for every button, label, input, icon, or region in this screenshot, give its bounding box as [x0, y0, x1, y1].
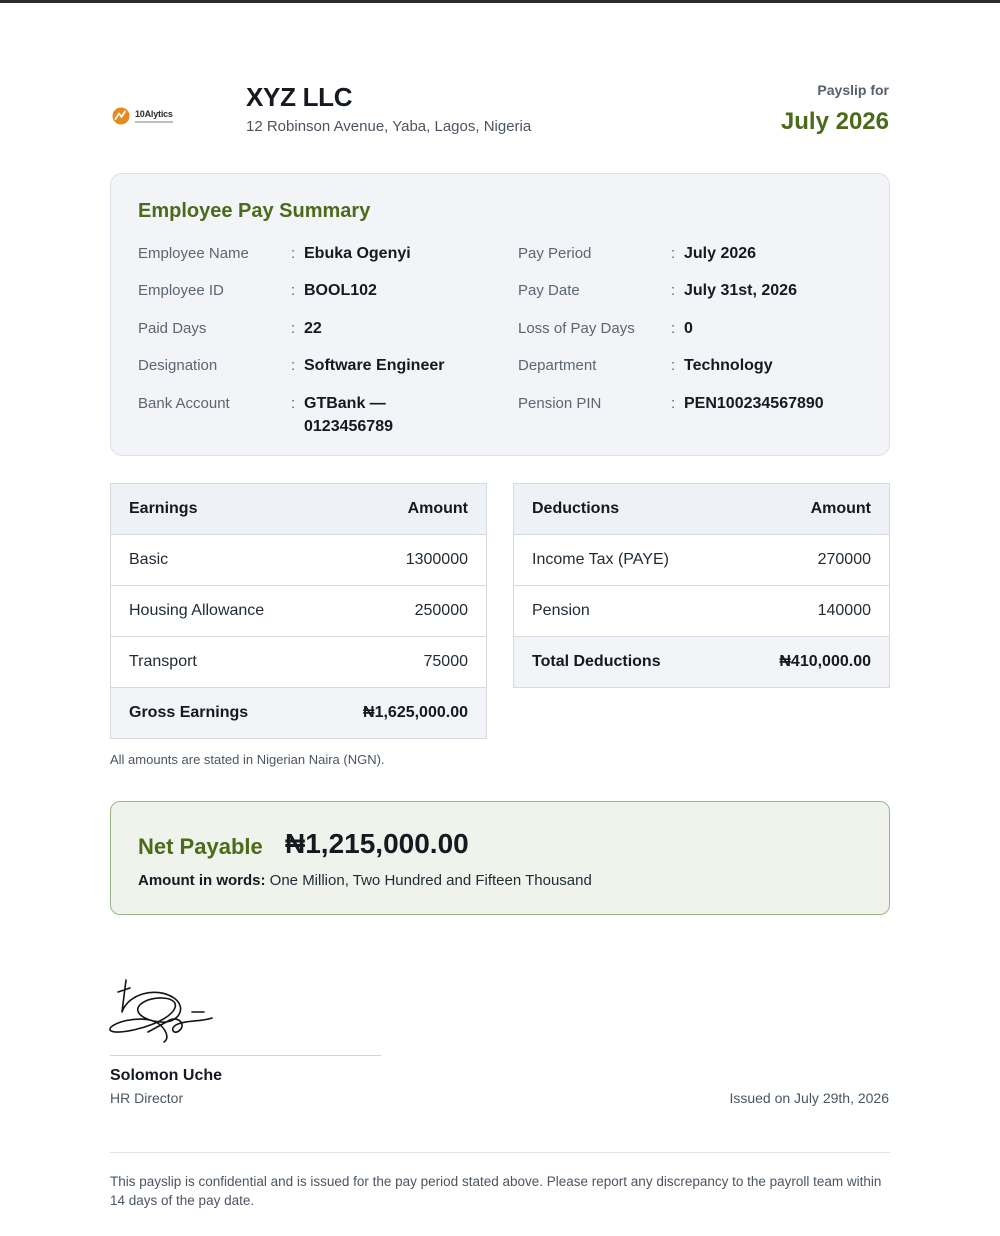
signature-image: [108, 972, 218, 1047]
info-colon: :: [291, 245, 296, 262]
info-value-bank-number: 0123456789: [304, 418, 393, 435]
info-value: 22: [304, 320, 322, 337]
amount-in-words-value: One Million, Two Hundred and Fifteen Thousand: [269, 872, 592, 889]
info-row-pension-pin: [518, 392, 601, 415]
info-colon: :: [291, 320, 296, 337]
info-colon: :: [671, 245, 676, 262]
info-row-paid-days: [138, 317, 206, 340]
info-row-pay-date: [518, 279, 580, 302]
net-payable-label: Net Payable: [138, 834, 263, 859]
table-row: [514, 586, 890, 637]
info-value: Ebuka Ogenyi: [304, 245, 411, 262]
info-value: BOOL102: [304, 282, 377, 299]
deductions-table: [513, 483, 890, 688]
info-row-employee-name: [138, 242, 249, 265]
gross-earnings-row: [111, 688, 487, 739]
column-header-earnings: Earnings: [111, 484, 317, 535]
net-payable-card: [110, 801, 890, 915]
currency-note: All amounts are stated in Nigerian Naira (NGN).: [110, 752, 385, 767]
table-header-row: [111, 484, 487, 535]
payslip-month: July 2026: [780, 108, 889, 135]
info-value: Software Engineer: [304, 357, 445, 374]
table-row: [111, 586, 487, 637]
earning-amount: 1300000: [317, 535, 487, 586]
total-deductions-amount: ₦410,000.00: [730, 637, 890, 688]
total-deductions-row: [514, 637, 890, 688]
info-row-bank-account: [138, 392, 230, 415]
earning-amount: 250000: [317, 586, 487, 637]
top-border: [0, 0, 1000, 3]
info-label: Loss of Pay Days: [518, 320, 635, 337]
signatory-name: Solomon Uche: [110, 1067, 223, 1084]
issued-date: Issued on July 29th, 2026: [729, 1090, 889, 1106]
info-colon: :: [671, 357, 676, 374]
footer-divider: [110, 1152, 890, 1153]
info-value: July 31st, 2026: [684, 282, 797, 299]
net-payable-amount: ₦1,215,000.00: [285, 828, 469, 859]
logo-tagline: [135, 121, 173, 123]
info-label: Pay Date: [518, 282, 580, 299]
info-label: Bank Account: [138, 395, 230, 412]
info-label: Pension PIN: [518, 395, 602, 412]
signature-line: [110, 1055, 381, 1056]
info-label: Department: [518, 357, 597, 374]
company-logo: [112, 107, 173, 125]
signatory-role: HR Director: [110, 1090, 184, 1106]
table-row: [111, 637, 487, 688]
summary-title: Employee Pay Summary: [138, 200, 371, 222]
column-header-amount: Amount: [730, 484, 890, 535]
earning-label: Transport: [111, 637, 317, 688]
earning-label: Basic: [111, 535, 317, 586]
info-label: Employee ID: [138, 282, 224, 299]
deduction-amount: 140000: [730, 586, 890, 637]
info-row-loss-of-pay-days: [518, 317, 635, 340]
logo-icon: [112, 107, 132, 125]
info-colon: :: [291, 282, 296, 299]
info-label: Designation: [138, 357, 218, 374]
info-row-department: [518, 354, 596, 377]
gross-earnings-amount: ₦1,625,000.00: [317, 688, 487, 739]
info-label: Employee Name: [138, 245, 249, 262]
footer-disclaimer: This payslip is confidential and is issued for the pay period stated above. Please report any discrepancy to the payroll team within 14 days of the pay date.: [110, 1174, 882, 1208]
earnings-table: [110, 483, 487, 739]
deduction-label: Pension: [514, 586, 730, 637]
info-colon: :: [671, 395, 676, 412]
info-row-designation: [138, 354, 217, 377]
table-row: [514, 535, 890, 586]
info-row-employee-id: [138, 279, 224, 302]
table-header-row: [514, 484, 890, 535]
info-colon: :: [291, 395, 296, 412]
employee-pay-summary-card: [110, 173, 890, 456]
logo-text: 10Alytics: [135, 108, 173, 119]
amount-in-words-label: Amount in words:: [138, 872, 266, 889]
info-value: Technology: [684, 357, 773, 374]
column-header-amount: Amount: [317, 484, 487, 535]
earning-label: Housing Allowance: [111, 586, 317, 637]
company-address: 12 Robinson Avenue, Yaba, Lagos, Nigeria: [246, 118, 532, 135]
info-colon: :: [291, 357, 296, 374]
table-row: [111, 535, 487, 586]
info-value: GTBank —: [304, 395, 386, 412]
info-label: Pay Period: [518, 245, 592, 262]
info-colon: :: [671, 320, 676, 337]
payslip-for-label: Payslip for: [817, 82, 889, 98]
info-label: Paid Days: [138, 320, 207, 337]
column-header-deductions: Deductions: [514, 484, 730, 535]
deduction-label: Income Tax (PAYE): [514, 535, 730, 586]
info-value: 0: [684, 320, 693, 337]
earning-amount: 75000: [317, 637, 487, 688]
info-value: July 2026: [684, 245, 757, 262]
total-deductions-label: Total Deductions: [514, 637, 730, 688]
company-name: XYZ LLC: [246, 82, 353, 112]
deduction-amount: 270000: [730, 535, 890, 586]
info-colon: :: [671, 282, 676, 299]
amount-in-words: [138, 872, 592, 889]
info-value: PEN100234567890: [684, 395, 824, 412]
gross-earnings-label: Gross Earnings: [111, 688, 317, 739]
info-row-pay-period: [518, 242, 591, 265]
